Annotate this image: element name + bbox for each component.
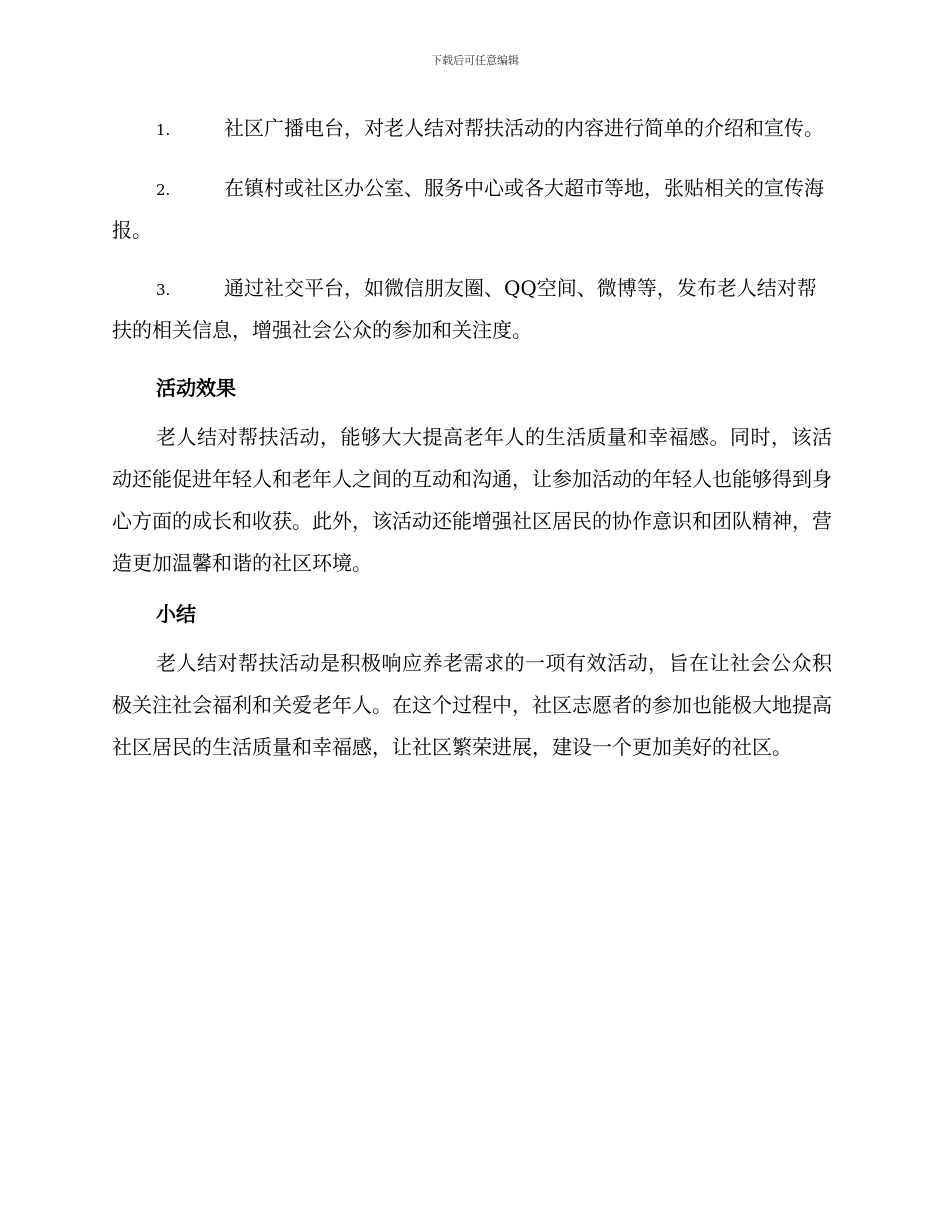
list-item <box>112 268 832 350</box>
page-header: 下载后可任意编辑 <box>431 54 519 67</box>
list-item-number: 3. <box>156 281 171 299</box>
section-heading-effects: 活动效果 <box>156 376 236 400</box>
list-item-text: 社区广播电台，对老人结对帮扶活动的内容进行简单的介绍和宣传。 <box>224 116 824 140</box>
list-item <box>112 108 832 150</box>
list-item-text: 通过社交平台，如微信朋友圈、QQ空间、微博等，发布老人结对帮扶的相关信息，增强社会公众的参加和关注度。 <box>112 276 817 342</box>
document-body <box>112 108 832 778</box>
section-paragraph-summary: 老人结对帮扶活动是积极响应养老需求的一项有效活动，旨在让社会公众积极关注社会福利和关爱老年人。在这个过程中，社区志愿者的参加也能极大地提高社区居民的生活质量和幸福感，让社区繁荣进展，建设一个更加美好的社区。 <box>112 651 832 759</box>
list-item-text: 在镇村或社区办公室、服务中心或各大超市等地，张贴相关的宣传海报。 <box>112 176 824 242</box>
list-item-number: 1. <box>156 121 171 139</box>
list-item <box>112 168 832 250</box>
section-heading-summary: 小结 <box>156 602 196 626</box>
list-item-number: 2. <box>156 181 171 199</box>
section-paragraph-effects: 老人结对帮扶活动，能够大大提高老年人的生活质量和幸福感。同时，该活动还能促进年轻人和老年人之间的互动和沟通，让参加活动的年轻人也能够得到身心方面的成长和收获。此外，该活动还能增强社区居民的协作意识和团队精神，营造更加温馨和谐的社区环境。 <box>112 425 832 575</box>
